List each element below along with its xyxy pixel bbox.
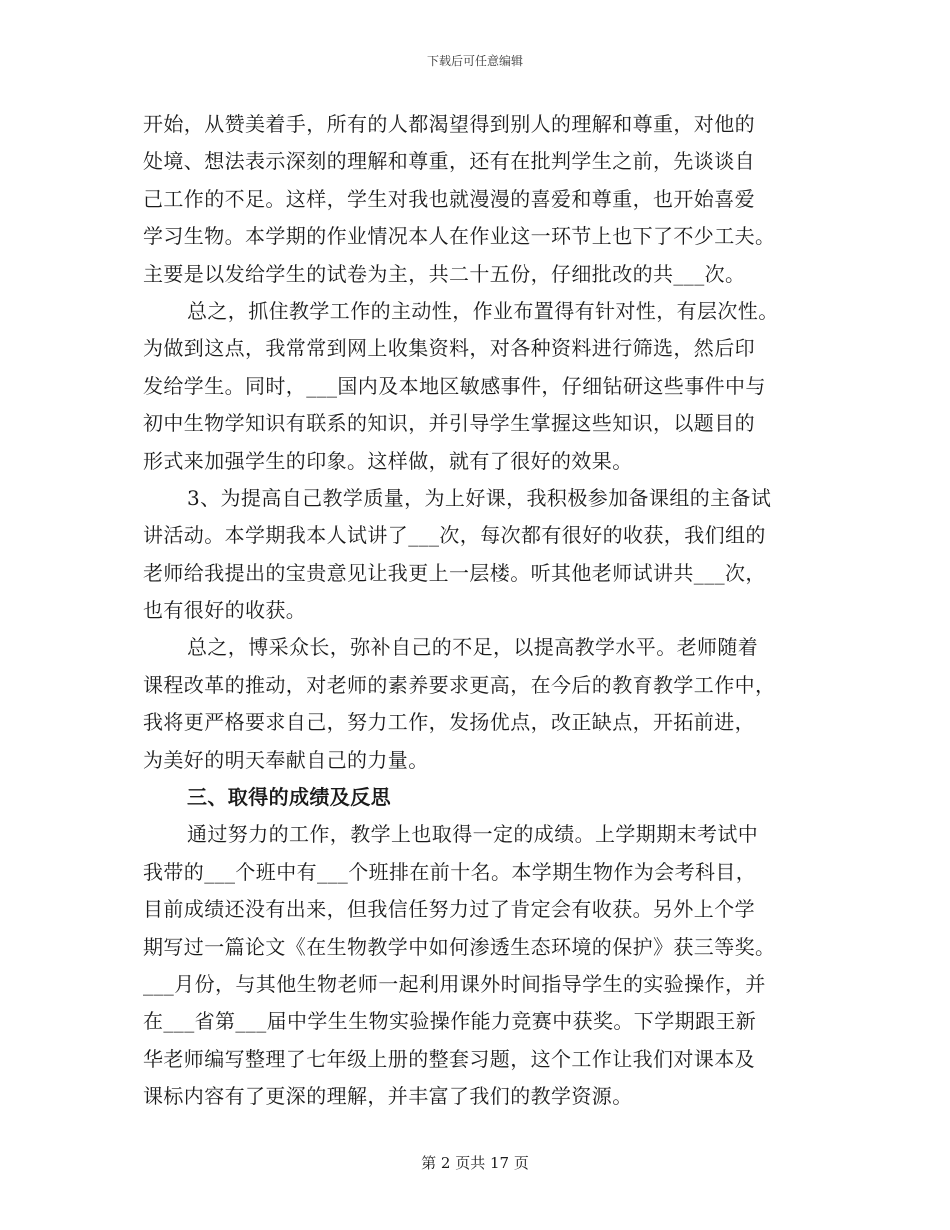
paragraph-start-line: 总之，博采众长，弥补自己的不足，以提高教学水平。老师随着 [187, 635, 759, 660]
body-line: 为美好的明天奉献自己的力量。 [143, 747, 429, 772]
page-number: 第 2 页共 17 页 [421, 1154, 529, 1172]
paragraph-start-line: 总之，抓住教学工作的主动性，作业布置得有针对性，有层次性。 [187, 298, 779, 323]
section-heading: 三、取得的成绩及反思 [187, 785, 391, 810]
body-line: 老师给我提出的宝贵意见让我更上一层楼。听其他老师试讲共___次， [143, 560, 766, 585]
body-line: ___月份，与其他生物老师一起利用课外时间指导学生的实验操作，并 [143, 971, 766, 996]
paragraph-start-line: 3、为提高自己教学质量，为上好课，我积极参加备课组的主备试 [187, 485, 772, 510]
body-line: 为做到这点，我常常到网上收集资料，对各种资料进行筛选，然后印 [143, 336, 755, 361]
header-note: 下载后可任意编辑 [426, 54, 523, 68]
body-line: 我将更严格要求自己，努力工作，发扬优点，改正缺点，开拓前进， [143, 710, 755, 735]
body-line: 学习生物。本学期的作业情况本人在作业这一环节上也下了不少工夫。 [143, 224, 776, 249]
document-body [143, 106, 811, 1116]
body-line: 讲活动。本学期我本人试讲了___次，每次都有很好的收获，我们组的 [143, 523, 766, 548]
body-line: 期写过一篇论文《在生物教学中如何渗透生态环境的保护》获三等奖。 [143, 934, 776, 959]
body-line: 华老师编写整理了七年级上册的整套习题，这个工作让我们对课本及 [143, 1046, 755, 1071]
body-line: 目前成绩还没有出来，但我信任努力过了肯定会有收获。另外上个学 [143, 897, 755, 922]
body-line: 课标内容有了更深的理解，并丰富了我们的教学资源。 [143, 1084, 633, 1109]
body-line: 我带的___个班中有___个班排在前十名。本学期生物作为会考科目， [143, 859, 757, 884]
body-line: 在___省第___届中学生生物实验操作能力竞赛中获奖。下学期跟王新 [143, 1009, 757, 1034]
body-line: 形式来加强学生的印象。这样做，就有了很好的效果。 [143, 448, 633, 473]
body-line: 发给学生。同时，___国内及本地区敏感事件，仔细钻研这些事件中与 [143, 373, 766, 398]
paragraph-start-line: 通过努力的工作，教学上也取得一定的成绩。上学期期末考试中 [187, 822, 759, 847]
body-line: 处境、想法表示深刻的理解和尊重，还有在批判学生之前，先谈谈自 [143, 149, 755, 174]
body-line: 也有很好的收获。 [143, 598, 307, 623]
body-line: 己工作的不足。这样，学生对我也就漫漫的喜爱和尊重，也开始喜爱 [143, 186, 755, 211]
body-line: 开始，从赞美着手，所有的人都渴望得到别人的理解和尊重，对他的 [143, 112, 755, 136]
body-line: 课程改革的推动，对老师的素养要求更高，在今后的教育教学工作中， [143, 672, 776, 697]
body-line: 主要是以发给学生的试卷为主，共二十五份，仔细批改的共___次。 [143, 261, 746, 286]
body-line: 初中生物学知识有联系的知识，并引导学生掌握这些知识，以题目的 [143, 411, 755, 436]
